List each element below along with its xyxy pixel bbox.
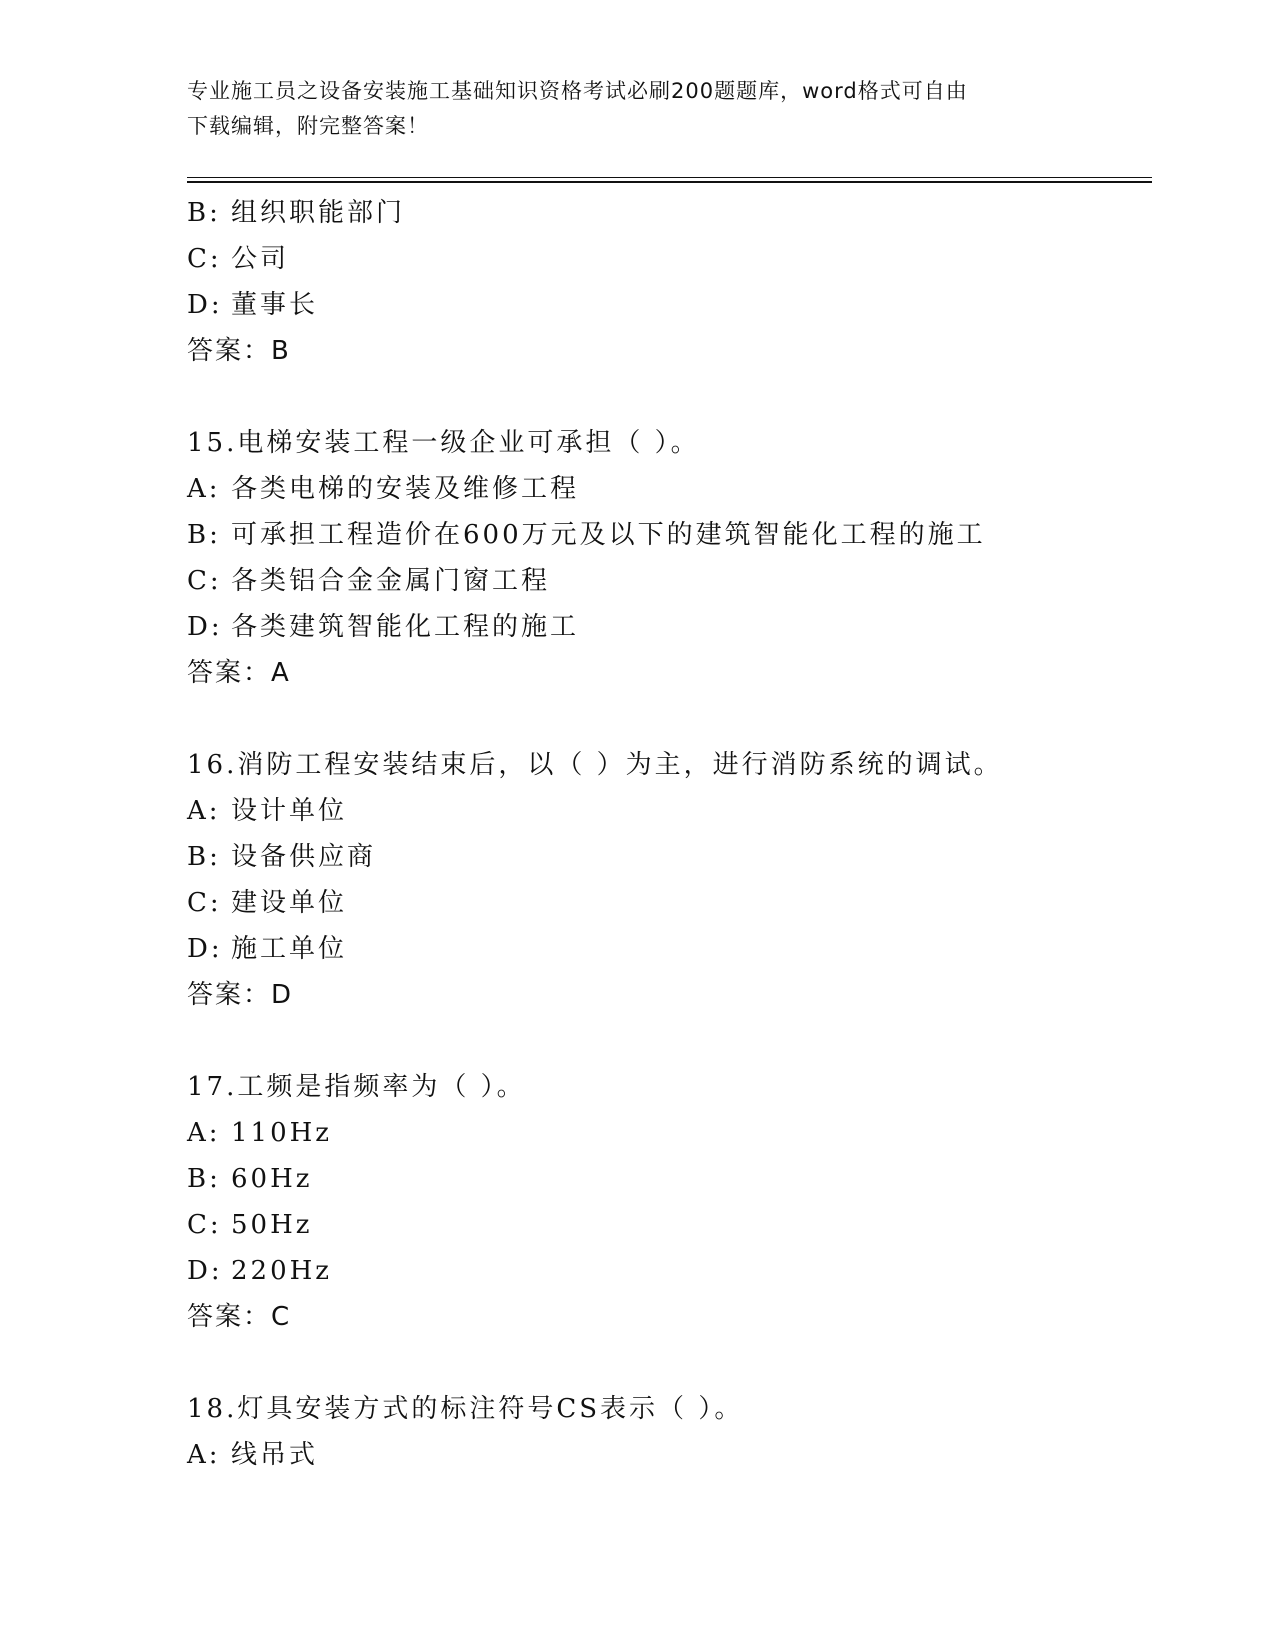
option-row xyxy=(187,788,1187,834)
question-stem: 18.灯具安装方式的标注符号CS表示（ ）。 xyxy=(187,1394,744,1424)
document-header xyxy=(187,74,1087,144)
option-label: D: xyxy=(187,290,223,320)
option-label: C: xyxy=(187,888,222,918)
answer-line: 答案：C xyxy=(187,1302,292,1332)
option-row xyxy=(187,1156,1187,1202)
option-text: 可承担工程造价在600万元及以下的建筑智能化工程的施工 xyxy=(231,520,986,550)
spacer xyxy=(187,1340,1187,1386)
question-list xyxy=(187,190,1187,1478)
option-row xyxy=(187,236,1187,282)
option-label: D: xyxy=(187,1256,223,1286)
option-text: 50Hz xyxy=(231,1210,313,1240)
answer-line: 答案：B xyxy=(187,336,291,366)
spacer xyxy=(187,1018,1187,1064)
option-label: C: xyxy=(187,566,222,596)
header-divider-thick xyxy=(187,181,1152,183)
option-text: 110Hz xyxy=(231,1118,332,1148)
option-row xyxy=(187,1110,1187,1156)
option-label: B: xyxy=(187,520,221,550)
option-text: 各类电梯的安装及维修工程 xyxy=(231,474,580,504)
option-label: A: xyxy=(187,1440,221,1470)
spacer xyxy=(187,696,1187,742)
option-text: 各类铝合金金属门窗工程 xyxy=(231,566,551,596)
option-text: 220Hz xyxy=(231,1256,332,1286)
option-row xyxy=(187,926,1187,972)
spacer xyxy=(187,374,1187,420)
option-text: 60Hz xyxy=(231,1164,313,1194)
answer-line: 答案：D xyxy=(187,980,294,1010)
option-row xyxy=(187,190,1187,236)
option-text: 建设单位 xyxy=(231,888,348,918)
option-text: 设备供应商 xyxy=(231,842,377,872)
option-row xyxy=(187,1248,1187,1294)
question-stem: 17.工频是指频率为（ ）。 xyxy=(187,1072,526,1102)
option-row xyxy=(187,1432,1187,1478)
question-stem: 15.电梯安装工程一级企业可承担（ ）。 xyxy=(187,428,700,458)
option-label: C: xyxy=(187,244,222,274)
option-label: B: xyxy=(187,842,221,872)
option-row xyxy=(187,834,1187,880)
option-row xyxy=(187,880,1187,926)
option-label: C: xyxy=(187,1210,222,1240)
option-label: A: xyxy=(187,474,221,504)
option-label: A: xyxy=(187,796,221,826)
option-row xyxy=(187,1202,1187,1248)
question-15 xyxy=(187,420,1187,696)
option-text: 组织职能部门 xyxy=(231,198,406,228)
option-row xyxy=(187,466,1187,512)
option-text: 线吊式 xyxy=(231,1440,319,1470)
option-label: B: xyxy=(187,198,221,228)
option-label: D: xyxy=(187,934,223,964)
option-text: 施工单位 xyxy=(231,934,348,964)
option-row xyxy=(187,282,1187,328)
option-label: B: xyxy=(187,1164,221,1194)
option-text: 设计单位 xyxy=(231,796,348,826)
header-divider-thin xyxy=(187,177,1152,178)
question-18 xyxy=(187,1386,1187,1478)
option-label: A: xyxy=(187,1118,221,1148)
option-text: 各类建筑智能化工程的施工 xyxy=(231,612,580,642)
option-text: 公司 xyxy=(231,244,290,274)
option-row xyxy=(187,512,1187,558)
question-14-continued xyxy=(187,190,1187,374)
question-16 xyxy=(187,742,1187,1018)
header-title-line-1: 专业施工员之设备安装施工基础知识资格考试必刷200题题库，word格式可自由 xyxy=(187,79,968,103)
option-row xyxy=(187,558,1187,604)
option-row xyxy=(187,604,1187,650)
question-stem: 16.消防工程安装结束后，以（ ）为主，进行消防系统的调试。 xyxy=(187,750,1003,780)
header-title-line-2: 下载编辑，附完整答案！ xyxy=(187,114,429,138)
option-text: 董事长 xyxy=(231,290,319,320)
question-17 xyxy=(187,1064,1187,1340)
answer-line: 答案：A xyxy=(187,658,291,688)
option-label: D: xyxy=(187,612,223,642)
